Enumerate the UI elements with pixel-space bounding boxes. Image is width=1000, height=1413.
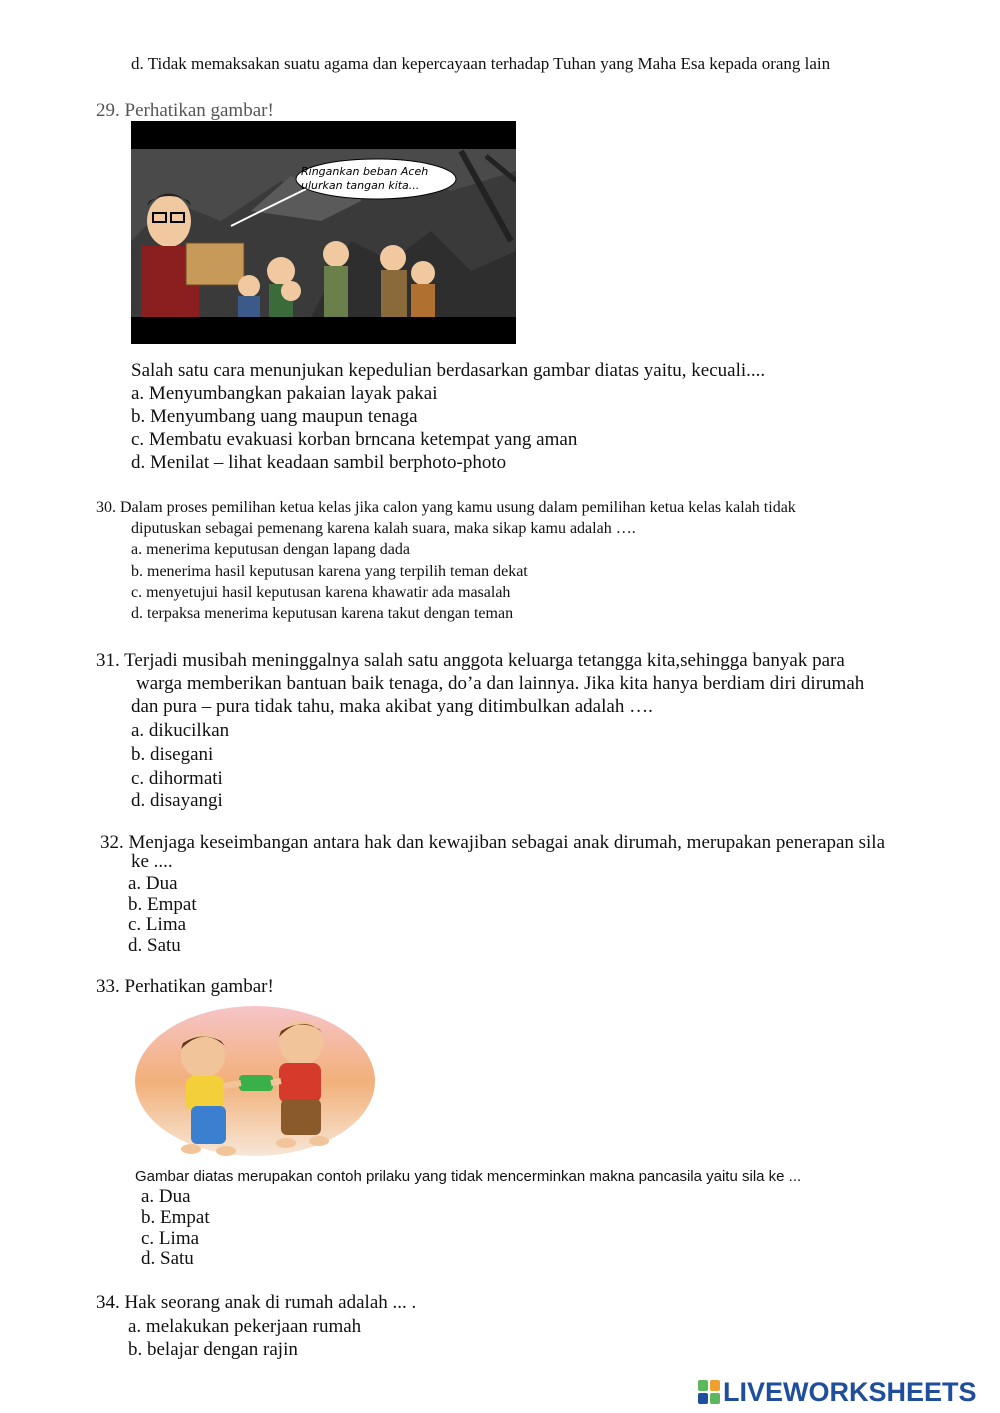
q33-question: Gambar diatas merupakan contoh prilaku yang tidak mencerminkan makna pancasila yaitu sila ke ... bbox=[135, 1168, 802, 1185]
q33-children-fighting-image bbox=[131, 1001, 379, 1166]
liveworksheets-logo-icon bbox=[698, 1380, 720, 1404]
q32-question-line-1: 32. Menjaga keseimbangan antara hak dan kewajiban sebagai anak dirumah, merupakan penerapan sila bbox=[100, 832, 886, 853]
q31-option-b: b. disegani bbox=[131, 744, 214, 765]
q29-option-a: a. Menyumbangkan pakaian layak pakai bbox=[131, 383, 438, 404]
q31-option-a: a. dikucilkan bbox=[131, 720, 230, 741]
q31-question-line-2: warga memberikan bantuan baik tenaga, do’a dan lainnya. Jika kita hanya berdiam diri dirumah bbox=[136, 673, 865, 694]
q32-option-b: b. Empat bbox=[128, 894, 197, 915]
q28-option-d: d. Tidak memaksakan suatu agama dan kepercayaan terhadap Tuhan yang Maha Esa kepada orang lain bbox=[131, 54, 831, 73]
liveworksheets-logo-text: LIVEWORKSHEETS bbox=[723, 1376, 977, 1407]
speech-line-2: ulurkan tangan kita... bbox=[301, 179, 420, 192]
q34-heading: 34. Hak seorang anak di rumah adalah ... . bbox=[96, 1292, 417, 1313]
q31-question-line-1: 31. Terjadi musibah meninggalnya salah satu anggota keluarga tetangga kita,sehingga banyak para bbox=[96, 650, 845, 671]
q32-option-c: c. Lima bbox=[128, 914, 187, 935]
q32-question-line-2: ke .... bbox=[131, 851, 173, 872]
q33-option-a: a. Dua bbox=[141, 1186, 191, 1207]
q32-option-d: d. Satu bbox=[128, 935, 181, 956]
q32-option-a: a. Dua bbox=[128, 873, 178, 894]
q31-question-line-3: dan pura – pura tidak tahu, maka akibat yang ditimbulkan adalah …. bbox=[131, 696, 653, 717]
q29-option-d: d. Menilat – lihat keadaan sambil berphoto-photo bbox=[131, 452, 507, 473]
q31-option-d: d. disayangi bbox=[131, 790, 223, 811]
q30-option-d: d. terpaksa menerima keputusan karena takut dengan teman bbox=[131, 605, 514, 622]
q30-option-a: a. menerima keputusan dengan lapang dada bbox=[131, 541, 410, 558]
q33-option-b: b. Empat bbox=[141, 1207, 210, 1228]
q30-option-c: c. menyetujui hasil keputusan karena khawatir ada masalah bbox=[131, 584, 511, 601]
q31-option-c: c. dihormati bbox=[131, 768, 223, 789]
speech-line-1: Ringankan beban Aceh bbox=[301, 165, 429, 178]
q29-question: Salah satu cara menunjukan kepedulian berdasarkan gambar diatas yaitu, kecuali.... bbox=[131, 360, 766, 381]
q33-option-c: c. Lima bbox=[141, 1228, 200, 1249]
q30-question-line-2: diputuskan sebagai pemenang karena kalah suara, maka sikap kamu adalah …. bbox=[131, 520, 636, 537]
liveworksheets-logo bbox=[698, 1378, 977, 1406]
q33-heading: 33. Perhatikan gambar! bbox=[96, 976, 274, 997]
q30-option-b: b. menerima hasil keputusan karena yang terpilih teman dekat bbox=[131, 563, 528, 580]
q30-question-line-1: 30. Dalam proses pemilihan ketua kelas jika calon yang kamu usung dalam pemilihan ketua kelas kalah tidak bbox=[96, 499, 796, 516]
q29-disaster-cartoon bbox=[131, 121, 516, 344]
q34-option-b: b. belajar dengan rajin bbox=[128, 1339, 298, 1360]
q29-option-b: b. Menyumbang uang maupun tenaga bbox=[131, 406, 418, 427]
q29-option-c: c. Membatu evakuasi korban brncana ketempat yang aman bbox=[131, 429, 578, 450]
q33-option-d: d. Satu bbox=[141, 1248, 194, 1269]
q29-heading: 29. Perhatikan gambar! bbox=[96, 100, 274, 121]
q34-option-a: a. melakukan pekerjaan rumah bbox=[128, 1316, 362, 1337]
